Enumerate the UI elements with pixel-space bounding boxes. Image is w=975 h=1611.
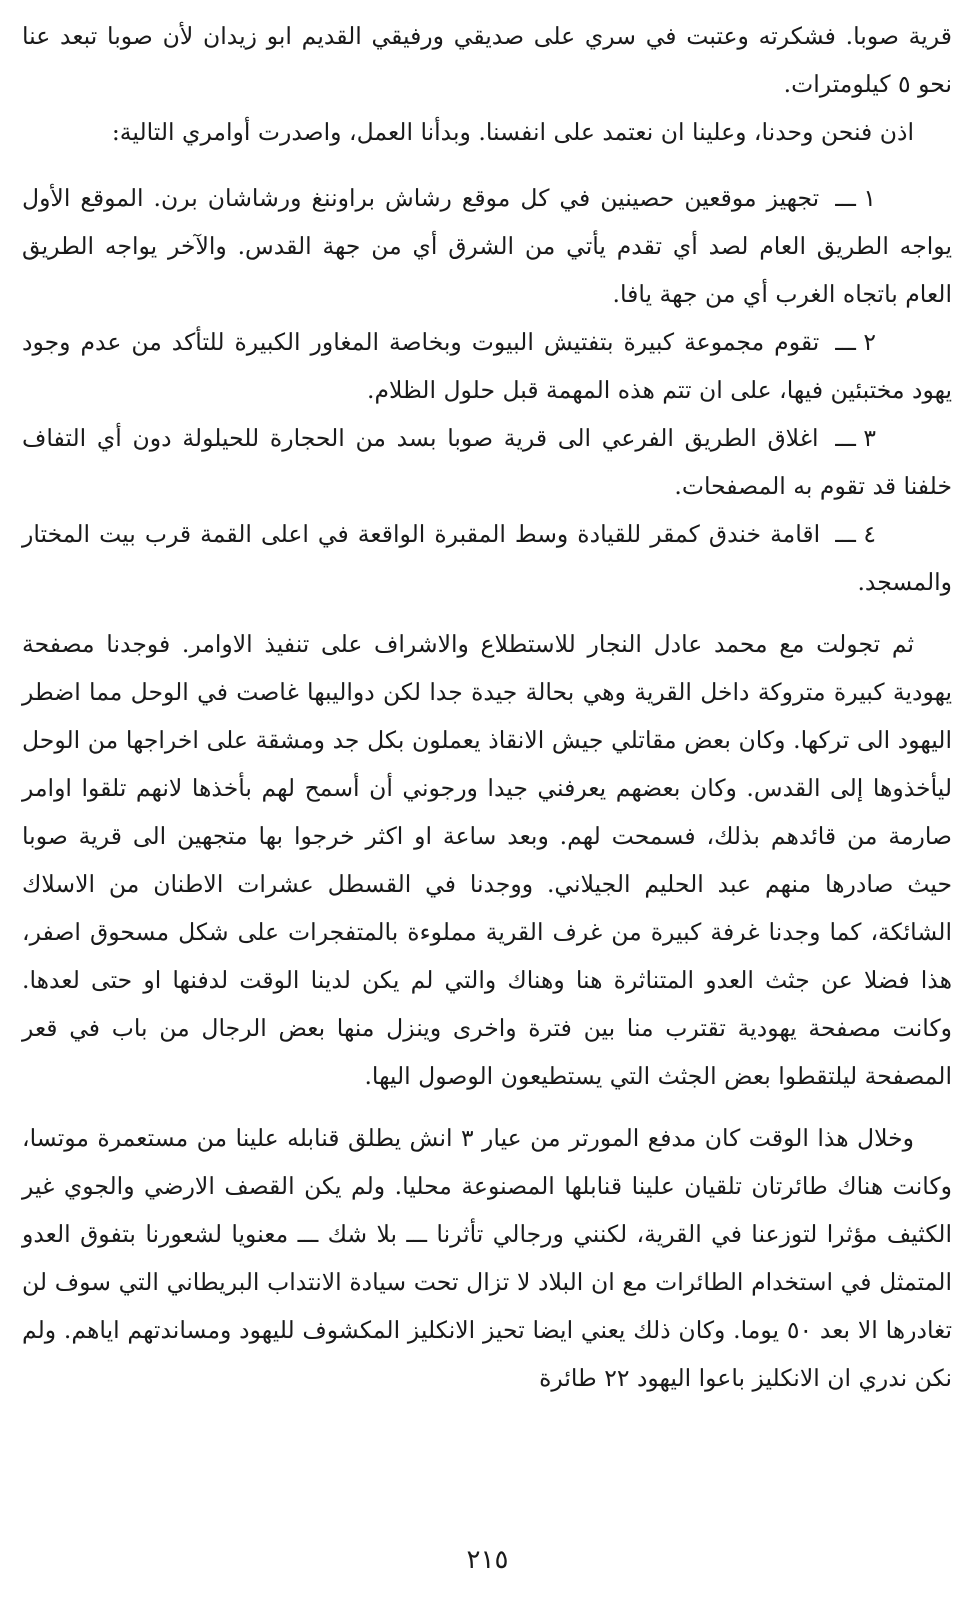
spacer: [22, 606, 952, 620]
order-text: تجهيز موقعين حصينين في كل موقع رشاش براوننغ ورشاشان برن. الموقع الأول يواجه الطريق العام لصد أي تقدم يأتي من الشرق أي من جهة القدس. والآخر يواجه الطريق العام باتجاه الغرب أي من جهة يافا.: [22, 184, 952, 308]
order-text: اقامة خندق كمقر للقيادة وسط المقبرة الواقعة في اعلى القمة قرب بيت المختار والمسجد.: [22, 520, 952, 596]
spacer: [22, 156, 952, 174]
order-number: ٣ ـــ: [835, 424, 876, 452]
mortar-paragraph: وخلال هذا الوقت كان مدفع المورتر من عيار ٣ انش يطلق قنابله علينا من مستعمرة موتسا، وكانت هناك طائرتان تلقيان علينا قنابلها المصنوعة محليا. ولم يكن القصف الارضي والجوي غير الكثيف مؤثرا لتوزعنا في القرية، لكنني ورجالي تأثرنا ـــ بلا شك ـــ معنويا لشعورنا بتفوق العدو المتمثل في استخدام الطائرات مع ان البلاد لا تزال تحت سيادة الانتداب البريطاني التي سوف لن تغادرها الا بعد ٥٠ يوما. وكان ذلك يعني ايضا تحيز الانكليز المكشوف لليهود ومساندتهم اياهم. ولم نكن ندري ان الانكليز باعوا اليهود ٢٢ طائرة: [22, 1124, 952, 1392]
orders-list: [22, 174, 952, 606]
tour-paragraph: ثم تجولت مع محمد عادل النجار للاستطلاع والاشراف على تنفيذ الاوامر. فوجدنا مصفحة يهودية كبيرة متروكة داخل القرية وهي بحالة جيدة جدا لكن دواليبها غاصت في الوحل مما اضطر اليهود الى تركها. وكان بعض مقاتلي جيش الانقاذ يعملون بكل جد ومشقة على اخراجها من الوحل ليأخذوها إلى القدس. وكان بعضهم يعرفني جيدا ورجوني أن أسمح لهم بأخذها لانهم تلقوا اوامر صارمة من قائدهم بذلك، فسمحت لهم. وبعد ساعة او اكثر خرجوا بها متجهين الى قرية صوبا حيث صادرها منهم عبد الحليم الجيلاني. ووجدنا في القسطل عشرات الاطنان من الاسلاك الشائكة، كما وجدنا غرفة كبيرة من غرف القرية مملوءة بالمتفجرات على شكل مسحوق اصفر، هذا فضلا عن جثث العدو المتناثرة هنا وهناك والتي لم يكن لدينا الوقت لدفنها او حتى لعدها. وكانت مصفحة يهودية تقترب منا بين فترة واخرى وينزل منها بعض الرجال من باب في قعر المصفحة ليلتقطوا بعض الجثث التي يستطيعون الوصول اليها.: [22, 630, 952, 1090]
spacer: [22, 1100, 952, 1114]
order-item-4: [22, 510, 952, 606]
order-item-3: [22, 414, 952, 510]
order-number: ٢ ـــ: [835, 328, 876, 356]
order-text: اغلاق الطريق الفرعي الى قرية صوبا بسد من الحجارة للحيلولة دون أي التفاف خلفنا قد تقوم به المصفحات.: [22, 424, 952, 500]
order-item-1: [22, 174, 952, 318]
order-text: تقوم مجموعة كبيرة بتفتيش البيوت وبخاصة المغاور الكبيرة للتأكد من عدم وجود يهود مختبئين فيها، على ان تتم هذه المهمة قبل حلول الظلام.: [22, 328, 952, 404]
book-page: [22, 12, 952, 1602]
page-number: ٢١٥: [466, 1545, 509, 1575]
intro-paragraph: قرية صوبا. فشكرته وعتبت في سري على صديقي ورفيقي القديم ابو زيدان لأن صوبا تبعد عنا نحو ٥ كيلومترات.: [22, 22, 952, 98]
order-number: ٤ ـــ: [835, 520, 876, 548]
order-item-2: [22, 318, 952, 414]
order-number: ١ ـــ: [835, 184, 876, 212]
orders-intro-paragraph: اذن فنحن وحدنا، وعلينا ان نعتمد على انفسنا. وبدأنا العمل، واصدرت أوامري التالية:: [111, 118, 914, 146]
